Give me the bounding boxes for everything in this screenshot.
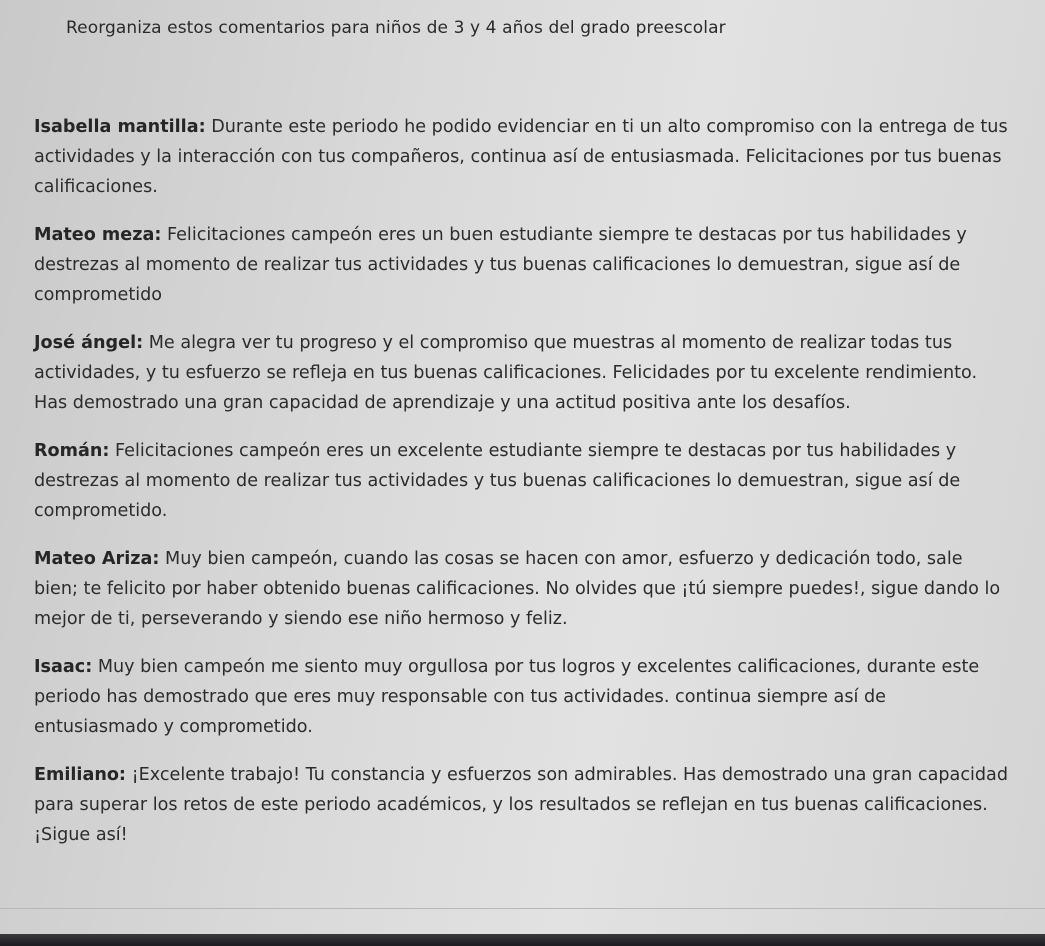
student-name: Mateo Ariza: [34, 549, 160, 569]
comment-roman [34, 436, 1009, 526]
student-name: José ángel: [34, 333, 144, 353]
student-name: Isaac: [34, 657, 93, 677]
comment-text: Durante este periodo he podido evidenciar en ti un alto compromiso con la entrega de tus actividades y la interacción con tus compañeros, continua así de entusiasmada. Felicitaciones por tus buenas calificaciones. [34, 117, 1008, 197]
comment-mateo-ariza [34, 544, 1009, 634]
document-title: Reorganiza estos comentarios para niños de 3 y 4 años del grado preescolar [66, 18, 726, 38]
comment-jose-angel [34, 328, 1009, 418]
comment-text: Muy bien campeón me siento muy orgullosa por tus logros y excelentes calificaciones, durante este periodo has demostrado que eres muy responsable con tus actividades. continua siempre así de entusiasmado y comprometido. [34, 657, 980, 737]
comment-isabella [34, 112, 1009, 202]
student-name: Emiliano: [34, 765, 126, 785]
comment-isaac [34, 652, 1009, 742]
comment-text: Muy bien campeón, cuando las cosas se hacen con amor, esfuerzo y dedicación todo, sale bien; te felicito por haber obtenido buenas calificaciones. No olvides que ¡tú siempre puedes!, sigue dando lo mejor de ti, perseverando y siendo ese niño hermoso y feliz. [34, 549, 1001, 629]
comment-text: ¡Excelente trabajo! Tu constancia y esfuerzos son admirables. Has demostrado una gran capacidad para superar los retos de este periodo académicos, y los resultados se reflejan en tus buenas calificaciones. ¡Sigue así! [34, 765, 1009, 845]
page-divider [0, 908, 1045, 909]
comment-emiliano [34, 760, 1009, 850]
screen-bottom-edge [0, 934, 1045, 946]
comments-list [34, 112, 1009, 868]
comment-mateo-meza [34, 220, 1009, 310]
student-name: Isabella mantilla: [34, 117, 206, 137]
student-name: Román: [34, 441, 110, 461]
student-name: Mateo meza: [34, 225, 162, 245]
comment-text: Felicitaciones campeón eres un buen estudiante siempre te destacas por tus habilidades y destrezas al momento de realizar tus actividades y tus buenas calificaciones lo demuestran, sigue así de comprometido [34, 225, 967, 305]
comment-text: Felicitaciones campeón eres un excelente estudiante siempre te destacas por tus habilidades y destrezas al momento de realizar tus actividades y tus buenas calificaciones lo demuestran, sigue así de comprometido. [34, 441, 961, 521]
comment-text: Me alegra ver tu progreso y el compromiso que muestras al momento de realizar todas tus actividades, y tu esfuerzo se refleja en tus buenas calificaciones. Felicidades por tu excelente rendimiento. Has demostrado una gran capacidad de aprendizaje y una actitud positiva ante los desafíos. [34, 333, 978, 413]
